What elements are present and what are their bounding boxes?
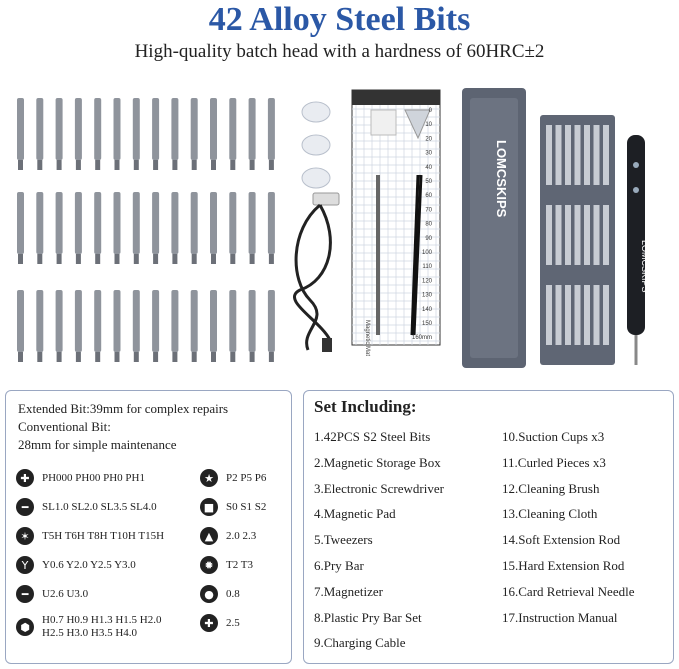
set-list-item: 14.Soft Extension Rod (502, 532, 621, 548)
product-illustration (0, 80, 679, 380)
set-list-item: 10.Suction Cups x3 (502, 429, 605, 444)
screwdriver-bit (171, 192, 178, 254)
screwdriver-bit (171, 290, 178, 352)
screwdriver-bit (229, 98, 236, 160)
screwdriver-bit-tip (153, 160, 158, 170)
bit-spec-text: U2.6 U3.0 (42, 587, 89, 600)
screwdriver-bit-tip (95, 254, 100, 264)
ruler-tick-label: 90 (425, 235, 432, 242)
ruler-tick-label: 60 (425, 193, 432, 200)
bit-spec-row (200, 498, 266, 516)
screwdriver-bit-tip (153, 352, 158, 362)
bit-spec-text: H0.7 H0.9 H1.3 H1.5 H2.0 H2.5 H3.0 H3.5 H4.0 (42, 614, 162, 639)
ruler-tick-label: 150 (421, 321, 432, 327)
ruler-tick-label: 30 (425, 150, 432, 157)
cross-icon: ✚ (200, 614, 218, 632)
box-bit (575, 125, 581, 185)
bit-spec-row (16, 469, 145, 487)
screwdriver-bit (191, 192, 198, 254)
screwdriver-bit-tip (192, 160, 197, 170)
bit-spec-panel (5, 390, 292, 664)
set-including-panel (303, 390, 674, 664)
box-bit (556, 205, 562, 265)
box-bit (594, 285, 600, 345)
screwdriver-bit-tip (269, 254, 274, 264)
screwdriver-bit-tip (57, 254, 62, 264)
bit-spec-row (200, 527, 256, 545)
magnetic-storage-box (540, 115, 615, 365)
screwdriver-bit (114, 98, 121, 160)
screwdriver-bit (249, 98, 256, 160)
set-title: Set Including: (314, 397, 417, 416)
ruler-tick-label: 100 (421, 250, 432, 256)
bit-spec-text: Y0.6 Y2.0 Y2.5 Y3.0 (42, 558, 136, 571)
ruler-tick-label: 160mm (411, 335, 432, 342)
bit-spec-row (16, 498, 157, 516)
screwdriver-bit (171, 98, 178, 160)
box-bit (556, 125, 562, 185)
screwdriver-bit-tip (250, 352, 255, 362)
screwdriver-bit-tip (211, 254, 216, 264)
screwdriver-bit (229, 192, 236, 254)
box-bit (546, 285, 552, 345)
bit-spec-text: P2 P5 P6 (226, 471, 267, 484)
screwdriver-bit (229, 290, 236, 352)
set-list-item: 15.Hard Extension Rod (502, 558, 625, 573)
screwdriver-bit-tip (172, 352, 177, 362)
suction-cups (302, 102, 330, 188)
screwdriver-bit-tip (57, 352, 62, 362)
ruler-tick-label: 130 (421, 292, 432, 299)
ruler-tick-label: 0 (428, 108, 432, 114)
box-bit (546, 125, 552, 185)
svg-text:LOMCSKIPS: LOMCSKIPS (640, 240, 650, 293)
bit-spec-text: 2.5 (226, 616, 240, 629)
screwdriver-bit (210, 192, 217, 254)
screwdriver-bit-tip (172, 160, 177, 170)
box-bit (565, 205, 571, 265)
screwdriver-bit-tip (57, 160, 62, 170)
screwdriver-bit (17, 98, 24, 160)
screwdriver-bit (75, 290, 82, 352)
box-bit (584, 125, 590, 185)
set-list-item: 6.Pry Bar (314, 558, 364, 573)
triangle-icon: ▲ (200, 527, 218, 545)
screwdriver-bit-tip (115, 160, 120, 170)
mat-label: Magnetic Mat (364, 320, 370, 357)
ruler-tick-label: 10 (425, 122, 432, 129)
bit-spec-text: T2 T3 (226, 558, 253, 571)
ruler-tick-label: 80 (425, 221, 432, 228)
screwdriver-bit-tip (115, 254, 120, 264)
screwdriver-bit-tip (269, 160, 274, 170)
screwdriver-bit (249, 192, 256, 254)
screwdriver-bit-tip (211, 352, 216, 362)
screwdriver-bit (75, 192, 82, 254)
pentalobe-icon: ★ (200, 469, 218, 487)
screwdriver-bit (75, 98, 82, 160)
screwdriver-bit-tip (153, 254, 158, 264)
box-bit (584, 205, 590, 265)
screwdriver-bit (268, 192, 275, 254)
bit-spec-text: SL1.0 SL2.0 SL3.5 SL4.0 (42, 500, 157, 513)
set-list-item: 12.Cleaning Brush (502, 480, 600, 496)
bit-spec-row (16, 614, 161, 640)
screwdriver-bit-tip (18, 254, 23, 264)
screwdriver-bit (133, 192, 140, 254)
ruler-tick-label: 50 (425, 179, 432, 185)
torx-t-icon: ✹ (200, 556, 218, 574)
screwdriver-bit-tip (134, 352, 139, 362)
ruler-tick-label: 70 (425, 207, 432, 214)
hex-icon: ⬢ (16, 618, 34, 636)
bit-spec-text: 2.0 2.3 (226, 529, 257, 542)
screwdriver-bit (191, 98, 198, 160)
screwdriver-bit (152, 290, 159, 352)
box-bit (603, 125, 609, 185)
screwdriver-bit-tip (250, 254, 255, 264)
ruler-tick-label: 110 (422, 264, 432, 271)
conventional-bit-note: 28mm for simple maintenance (18, 437, 177, 452)
bit-spec-row (200, 469, 266, 487)
screwdriver-bit-tip (230, 160, 235, 170)
box-bit (565, 285, 571, 345)
screwdriver-bit-tip (37, 352, 42, 362)
screwdriver-bit (249, 290, 256, 352)
conventional-bit-label: Conventional Bit: (18, 419, 111, 434)
u-shape-icon: ━ (16, 585, 34, 603)
screwdriver-bit (36, 290, 43, 352)
set-list-item: 3.Electronic Screwdriver (314, 480, 444, 496)
box-bit (603, 205, 609, 265)
screwdriver-bit-tip (230, 352, 235, 362)
box-bit (575, 285, 581, 345)
box-bit (556, 285, 562, 345)
screwdriver-bit (94, 192, 101, 254)
set-list-item: 16.Card Retrieval Needle (502, 583, 635, 599)
set-list-item: 5.Tweezers (314, 532, 373, 548)
screwdriver-bit (114, 192, 121, 254)
box-bit (594, 205, 600, 265)
set-list-item: 2.Magnetic Storage Box (314, 454, 441, 470)
screwdriver-bit-tip (18, 160, 23, 170)
bits-grid (17, 98, 275, 362)
set-list-item: 1.42PCS S2 Steel Bits (314, 429, 431, 444)
screwdriver-bit (36, 98, 43, 160)
bit-spec-text: S0 S1 S2 (226, 500, 267, 513)
screwdriver-bit (268, 98, 275, 160)
screwdriver-bit (210, 290, 217, 352)
set-list-item: 11.Curled Pieces x3 (502, 454, 606, 470)
screwdriver-bit (210, 98, 217, 160)
case-brand: LOMCSKIPS (494, 140, 509, 218)
tri-wing-icon: Y (16, 556, 34, 574)
magnetic-mat (352, 90, 440, 356)
point-icon: ● (200, 585, 218, 603)
set-list-item: 9.Charging Cable (314, 635, 406, 651)
set-list-item: 8.Plastic Pry Bar Set (314, 609, 422, 625)
screwdriver-bit-tip (95, 160, 100, 170)
screwdriver-bit-tip (172, 254, 177, 264)
screwdriver-bit (56, 290, 63, 352)
extended-bit-note: Extended Bit:39mm for complex repairs (18, 401, 229, 416)
screwdriver-bit (94, 290, 101, 352)
screwdriver-bit (17, 290, 24, 352)
page-subtitle: High-quality batch head with a hardness of 60HRC±2 (134, 41, 545, 62)
page-title: 42 Alloy Steel Bits (208, 1, 471, 38)
box-bit (603, 285, 609, 345)
box-bit (546, 205, 552, 265)
screwdriver-bit-tip (76, 352, 81, 362)
screwdriver-bit-tip (134, 254, 139, 264)
bit-spec-row (200, 614, 240, 632)
screwdriver-bit-tip (192, 352, 197, 362)
screwdriver-bit (17, 192, 24, 254)
screwdriver-bit (56, 192, 63, 254)
slotted-icon: ━ (16, 498, 34, 516)
screwdriver-bit (94, 98, 101, 160)
bit-spec-text: T5H T6H T8H T10H T15H (42, 529, 165, 542)
electronic-screwdriver-case (462, 88, 526, 368)
ruler-tick-label: 120 (421, 278, 432, 285)
screwdriver-bit (133, 290, 140, 352)
screwdriver-bit-tip (37, 160, 42, 170)
screwdriver-bit (114, 290, 121, 352)
screwdriver-bit (133, 98, 140, 160)
bit-spec-row (200, 585, 240, 603)
bit-spec-row (200, 556, 253, 574)
ruler-tick-label: 40 (425, 164, 432, 171)
bit-spec-text: PH000 PH00 PH0 PH1 (42, 471, 145, 484)
screwdriver-bit (268, 290, 275, 352)
set-list-item: 17.Instruction Manual (502, 609, 618, 625)
square-icon: ■ (200, 498, 218, 516)
screwdriver-bit-tip (250, 160, 255, 170)
set-list-item: 4.Magnetic Pad (314, 506, 396, 522)
screwdriver-bit-tip (134, 160, 139, 170)
box-bit (575, 205, 581, 265)
set-list-item: 7.Magnetizer (314, 583, 383, 599)
screwdriver-bit-tip (192, 254, 197, 264)
screwdriver-bit-tip (76, 254, 81, 264)
screwdriver-bit-tip (37, 254, 42, 264)
bit-spec-row (16, 556, 136, 574)
ruler-tick-label: 140 (421, 306, 432, 313)
screwdriver-bit-tip (269, 352, 274, 362)
screwdriver-bit (152, 98, 159, 160)
screwdriver-bit-tip (76, 160, 81, 170)
screwdriver-bit-tip (115, 352, 120, 362)
screwdriver-bit (191, 290, 198, 352)
box-bit (584, 285, 590, 345)
screwdriver-bit-tip (18, 352, 23, 362)
box-bit (565, 125, 571, 185)
screwdriver-bit-tip (230, 254, 235, 264)
box-bit (594, 125, 600, 185)
screwdriver-bit (152, 192, 159, 254)
screwdriver-bit (36, 192, 43, 254)
screwdriver-bit-tip (211, 160, 216, 170)
screwdriver-bit (56, 98, 63, 160)
bit-spec-row (16, 527, 164, 545)
electronic-screwdriver (627, 135, 650, 365)
phillips-icon: ✚ (16, 469, 34, 487)
bit-spec-text: 0.8 (226, 587, 240, 600)
charging-cable (294, 193, 339, 352)
set-list-item: 13.Cleaning Cloth (502, 506, 598, 522)
ruler-tick-label: 20 (425, 136, 432, 143)
torx-icon: ✶ (16, 527, 34, 545)
screwdriver-bit-tip (95, 352, 100, 362)
bit-spec-row (16, 585, 88, 603)
